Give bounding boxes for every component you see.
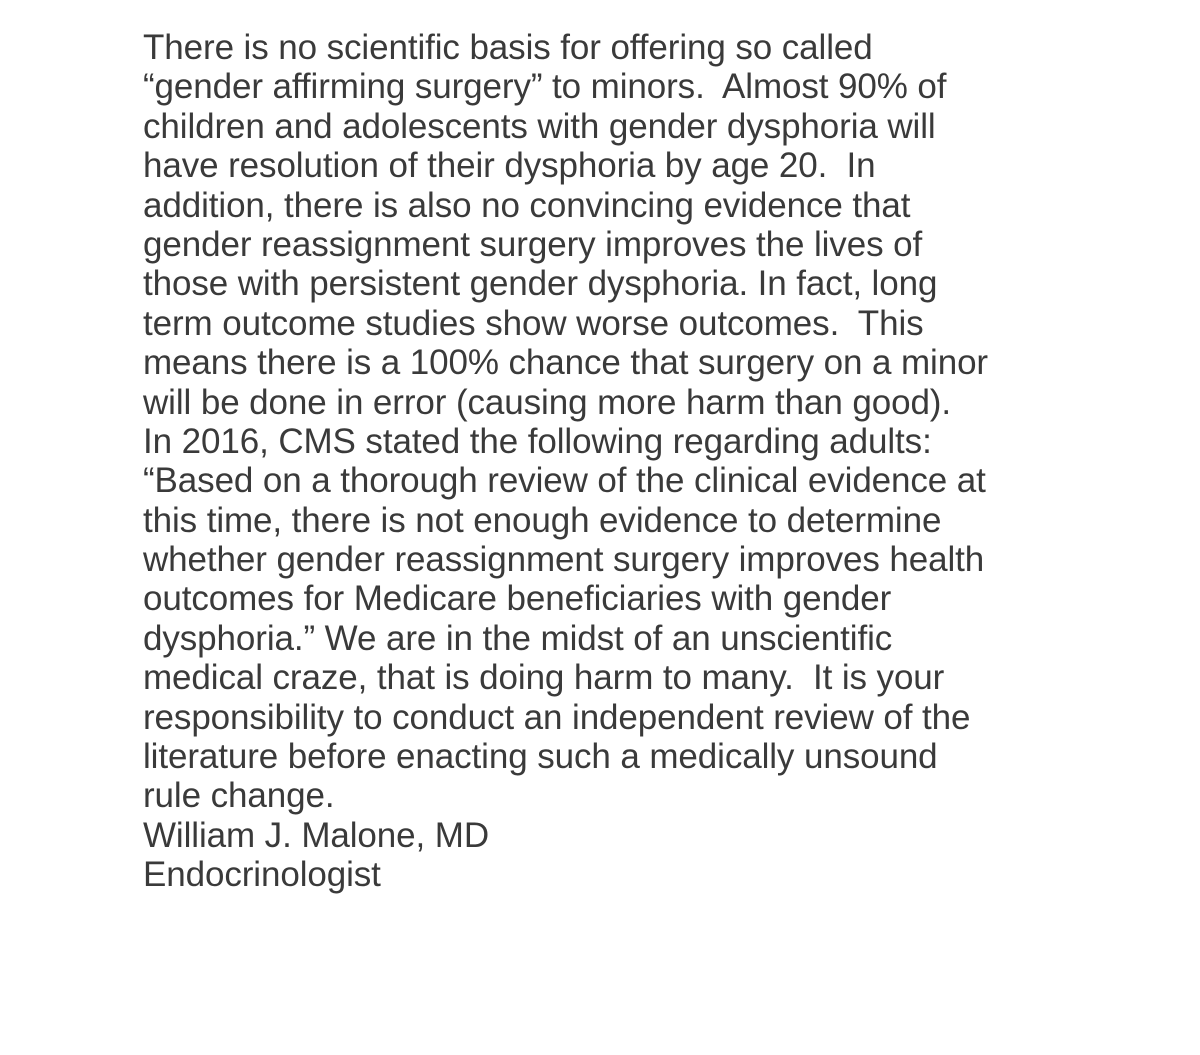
signature-title: Endocrinologist <box>143 855 381 895</box>
signature-name: William J. Malone, MD <box>143 815 490 855</box>
letter-line: There is no scientific basis for offering so called <box>143 28 873 67</box>
letter-line: term outcome studies show worse outcomes. This <box>143 303 924 343</box>
letter-line: whether gender reassignment surgery improves health <box>143 540 985 580</box>
letter-text <box>143 28 1183 895</box>
letter-line: “Based on a thorough review of the clinical evidence at <box>143 461 986 501</box>
letter-line: outcomes for Medicare beneficiaries with gender <box>143 579 892 619</box>
letter-line: responsibility to conduct an independent review of the <box>143 697 971 737</box>
letter-line: children and adolescents with gender dysphoria will <box>143 106 936 146</box>
letter-line: addition, there is also no convincing evidence that <box>143 185 911 225</box>
letter-line: In 2016, CMS stated the following regarding adults: <box>143 421 932 461</box>
letter-line: those with persistent gender dysphoria. In fact, long <box>143 264 938 304</box>
letter-line: this time, there is not enough evidence to determine <box>143 500 942 540</box>
letter-line: medical craze, that is doing harm to many. It is your <box>143 658 945 698</box>
letter-line: dysphoria.” We are in the midst of an unscientific <box>143 618 893 658</box>
letter-line: will be done in error (causing more harm than good). <box>143 382 951 422</box>
letter-line: literature before enacting such a medically unsound <box>143 737 938 777</box>
letter-line: rule change. <box>143 776 335 816</box>
letter-line: “gender affirming surgery” to minors. Almost 90% of <box>143 67 947 107</box>
letter-line: have resolution of their dysphoria by age 20. In <box>143 146 876 186</box>
letter-line: means there is a 100% chance that surgery on a minor <box>143 343 988 383</box>
letter-line: gender reassignment surgery improves the lives of <box>143 224 923 264</box>
